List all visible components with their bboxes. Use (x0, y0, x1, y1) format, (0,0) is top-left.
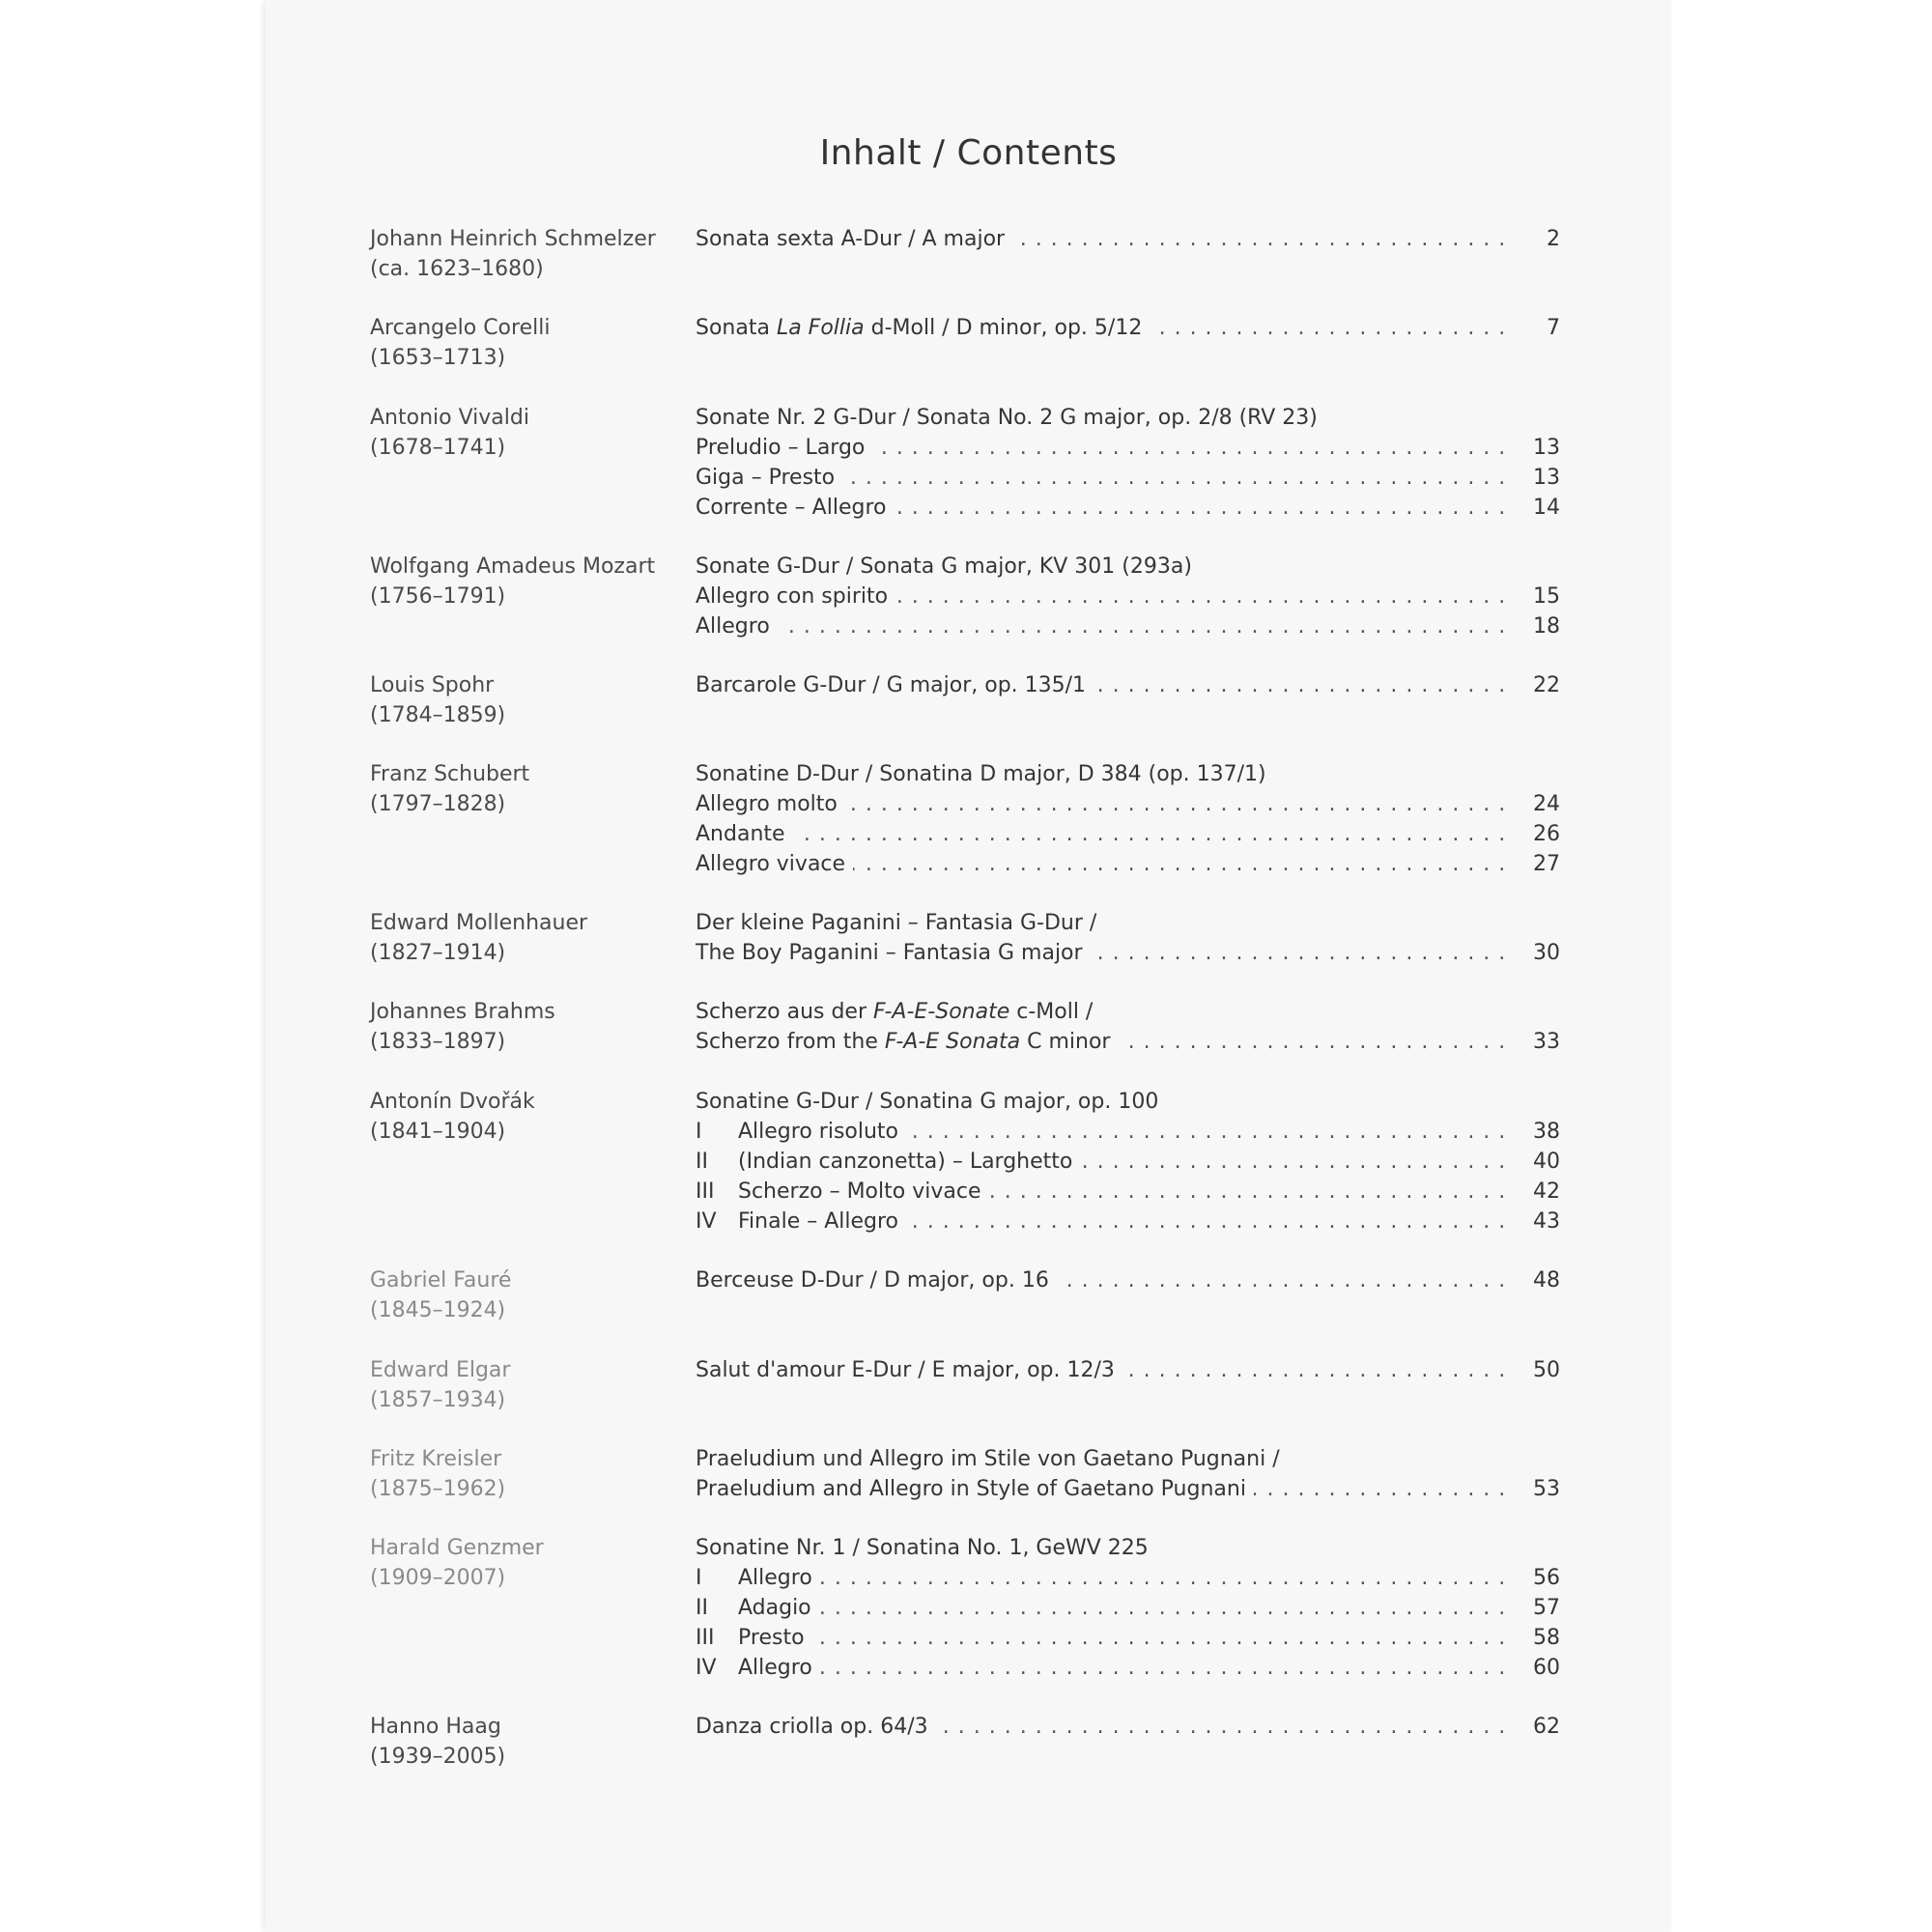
toc-line[interactable] (696, 313, 1560, 343)
work-title: II Adagio (696, 1596, 819, 1620)
work-title: III Scherzo – Molto vivace (696, 1179, 988, 1204)
composer-years: (1857–1934) (370, 1388, 506, 1412)
page-number: 2 (1508, 224, 1560, 254)
works-list (696, 1087, 1560, 1236)
movement-number: IV (696, 1656, 717, 1680)
composer (370, 313, 679, 373)
movement-number: III (696, 1626, 715, 1650)
work-heading (696, 908, 1560, 938)
composer-years: (1756–1791) (370, 584, 506, 609)
work-title: Sonate Nr. 2 G-Dur / Sonata No. 2 G major, op. 2/8 (RV 23) (696, 406, 1325, 430)
works-list (696, 997, 1560, 1057)
page-number: 15 (1508, 582, 1560, 611)
page-number: 13 (1508, 433, 1560, 463)
page-number: 30 (1508, 938, 1560, 968)
works-list (696, 908, 1560, 968)
page-number: 24 (1508, 789, 1560, 819)
page-number: 43 (1508, 1207, 1560, 1236)
composer-years: (1784–1859) (370, 703, 506, 727)
italic-title: F-A-E Sonata (884, 1030, 1021, 1054)
work-title: Giga – Presto (696, 466, 842, 490)
composer-years: (1875–1962) (370, 1477, 506, 1501)
work-title: II (Indian canzonetta) – Larghetto (696, 1150, 1080, 1174)
work-title: Allegro (696, 614, 778, 639)
page-number: 38 (1508, 1117, 1560, 1147)
composer-years: (ca. 1623–1680) (370, 257, 544, 281)
movement-number: IV (696, 1209, 717, 1234)
works-list (696, 224, 1560, 254)
composer-name: Antonín Dvořák (370, 1090, 535, 1114)
page-number: 60 (1508, 1653, 1560, 1683)
work-title: Sonatine G-Dur / Sonatina G major, op. 100 (696, 1090, 1166, 1114)
works-list (696, 552, 1560, 641)
works-list (696, 313, 1560, 343)
toc-line[interactable] (696, 1027, 1560, 1057)
movement-number: I (696, 1566, 702, 1590)
composer (370, 908, 679, 968)
work-title: Allegro molto (696, 792, 845, 816)
page-number: 22 (1508, 670, 1560, 700)
toc-line[interactable] (696, 463, 1560, 493)
toc-line[interactable] (696, 1265, 1560, 1295)
composer (370, 1355, 679, 1415)
toc-line[interactable] (696, 611, 1560, 641)
works-list (696, 670, 1560, 700)
toc-line[interactable] (696, 1712, 1560, 1742)
page-number: 40 (1508, 1147, 1560, 1177)
works-list (696, 1355, 1560, 1385)
movement-number: I (696, 1120, 702, 1144)
page-number: 18 (1508, 611, 1560, 641)
work-title: Sonate G-Dur / Sonata G major, KV 301 (293a) (696, 554, 1200, 579)
page-number: 27 (1508, 849, 1560, 879)
work-title: Berceuse D-Dur / D major, op. 16 (696, 1268, 1057, 1293)
work-title: Allegro vivace (696, 852, 853, 876)
toc-line[interactable] (696, 1563, 1560, 1593)
composer-name: Gabriel Fauré (370, 1268, 512, 1293)
toc-line[interactable] (696, 670, 1560, 700)
composer-years: (1678–1741) (370, 436, 506, 460)
works-list (696, 403, 1560, 523)
composer-name: Arcangelo Corelli (370, 316, 551, 340)
work-heading (696, 759, 1560, 789)
toc-line[interactable] (696, 819, 1560, 849)
work-title: Corrente – Allegro (696, 496, 894, 520)
works-list (696, 1444, 1560, 1504)
toc-line[interactable] (696, 582, 1560, 611)
composer (370, 1444, 679, 1504)
work-title: Praeludium and Allegro in Style of Gaetano Pugnani (696, 1477, 1254, 1501)
work-heading (696, 1444, 1560, 1474)
composer (370, 403, 679, 463)
composer (370, 759, 679, 819)
work-title: IV Allegro (696, 1656, 820, 1680)
toc-line[interactable] (696, 1147, 1560, 1177)
composer-name: Antonio Vivaldi (370, 406, 529, 430)
page-number: 33 (1508, 1027, 1560, 1057)
toc-line[interactable] (696, 1177, 1560, 1207)
page-number: 42 (1508, 1177, 1560, 1207)
page-number: 14 (1508, 493, 1560, 523)
work-heading (696, 1533, 1560, 1563)
composer-name: Harald Genzmer (370, 1536, 544, 1560)
work-title: Danza criolla op. 64/3 (696, 1715, 936, 1739)
toc-line[interactable] (696, 1593, 1560, 1623)
composer (370, 1087, 679, 1147)
composer-name: Fritz Kreisler (370, 1447, 502, 1471)
page-number: 57 (1508, 1593, 1560, 1623)
toc-line[interactable] (696, 224, 1560, 254)
page-number: 58 (1508, 1623, 1560, 1653)
work-heading (696, 997, 1560, 1027)
composer-name: Edward Mollenhauer (370, 911, 588, 935)
movement-number: II (696, 1150, 708, 1174)
toc-line[interactable] (696, 493, 1560, 523)
work-title: III Presto (696, 1626, 812, 1650)
composer (370, 1533, 679, 1593)
work-title: Sonata sexta A-Dur / A major (696, 227, 1012, 251)
composer-name: Johann Heinrich Schmelzer (370, 227, 656, 251)
italic-title: F-A-E-Sonate (873, 1000, 1010, 1024)
page-sheet (266, 0, 1671, 1932)
toc-line[interactable] (696, 1355, 1560, 1385)
composer-years: (1939–2005) (370, 1745, 506, 1769)
movement-number: II (696, 1596, 708, 1620)
work-heading (696, 403, 1560, 433)
composer-name: Louis Spohr (370, 673, 495, 697)
toc-line[interactable] (696, 1623, 1560, 1653)
page-number: 13 (1508, 463, 1560, 493)
composer-years: (1797–1828) (370, 792, 506, 816)
page-number: 48 (1508, 1265, 1560, 1295)
work-heading (696, 552, 1560, 582)
toc-line[interactable] (696, 938, 1560, 968)
composer (370, 1265, 679, 1325)
work-title: Der kleine Paganini – Fantasia G-Dur / (696, 911, 1104, 935)
work-title: The Boy Paganini – Fantasia G major (696, 941, 1091, 965)
toc-line[interactable] (696, 849, 1560, 879)
toc-line[interactable] (696, 1474, 1560, 1504)
toc-line[interactable] (696, 789, 1560, 819)
page-number: 53 (1508, 1474, 1560, 1504)
works-list (696, 1712, 1560, 1742)
work-title: Barcarole G-Dur / G major, op. 135/1 (696, 673, 1094, 697)
composer-years: (1653–1713) (370, 346, 506, 370)
composer-years: (1833–1897) (370, 1030, 506, 1054)
work-title: Sonatine D-Dur / Sonatina D major, D 384 (op. 137/1) (696, 762, 1274, 786)
work-title: Praeludium und Allegro im Stile von Gaetano Pugnani / (696, 1447, 1288, 1471)
page-number: 26 (1508, 819, 1560, 849)
composer-name: Johannes Brahms (370, 1000, 555, 1024)
page-title: Inhalt / Contents (819, 133, 1118, 173)
work-title: Allegro con spirito (696, 584, 895, 609)
work-title: Scherzo from the F-A-E Sonata C minor (696, 1030, 1118, 1054)
toc-line[interactable] (696, 1653, 1560, 1683)
page-number: 62 (1508, 1712, 1560, 1742)
work-title: Salut d'amour E-Dur / E major, op. 12/3 (696, 1358, 1122, 1382)
composer (370, 552, 679, 611)
movement-number: III (696, 1179, 715, 1204)
work-title: Scherzo aus der F-A-E-Sonate c-Moll / (696, 1000, 1100, 1024)
composer-name: Hanno Haag (370, 1715, 501, 1739)
italic-title: La Follia (776, 316, 865, 340)
composer-years: (1841–1904) (370, 1120, 506, 1144)
composer-name: Wolfgang Amadeus Mozart (370, 554, 656, 579)
composer-name: Edward Elgar (370, 1358, 511, 1382)
toc-line[interactable] (696, 433, 1560, 463)
work-title: Sonata La Follia d-Moll / D minor, op. 5/12 (696, 316, 1150, 340)
work-title: I Allegro (696, 1566, 820, 1590)
composer (370, 997, 679, 1057)
work-title: Preludio – Largo (696, 436, 872, 460)
work-title: Sonatine Nr. 1 / Sonatina No. 1, GeWV 225 (696, 1536, 1156, 1560)
page-number: 56 (1508, 1563, 1560, 1593)
composer (370, 224, 679, 284)
works-list (696, 1265, 1560, 1295)
works-list (696, 759, 1560, 879)
toc-line[interactable] (696, 1207, 1560, 1236)
page-number: 50 (1508, 1355, 1560, 1385)
composer-name: Franz Schubert (370, 762, 530, 786)
composer-years: (1845–1924) (370, 1298, 506, 1322)
work-title: I Allegro risoluto (696, 1120, 906, 1144)
work-title: IV Finale – Allegro (696, 1209, 906, 1234)
composer (370, 1712, 679, 1772)
composer (370, 670, 679, 730)
work-title: Andante (696, 822, 793, 846)
composer-years: (1827–1914) (370, 941, 506, 965)
composer-years: (1909–2007) (370, 1566, 506, 1590)
work-heading (696, 1087, 1560, 1117)
toc-line[interactable] (696, 1117, 1560, 1147)
page-number: 7 (1508, 313, 1560, 343)
works-list (696, 1533, 1560, 1683)
